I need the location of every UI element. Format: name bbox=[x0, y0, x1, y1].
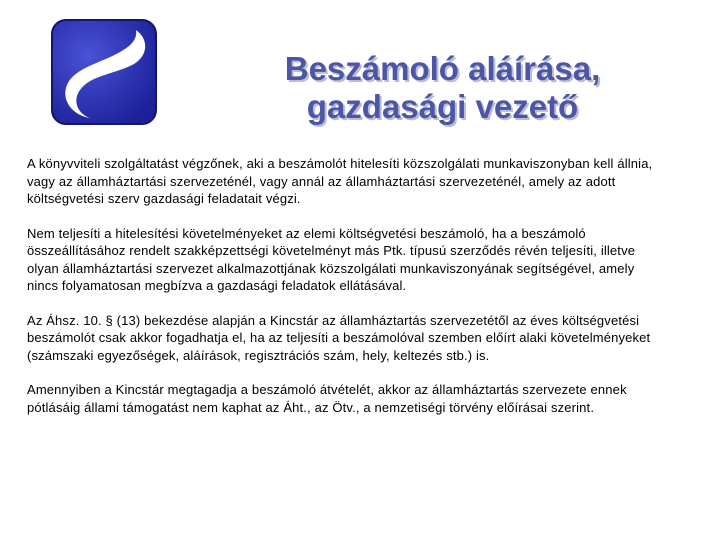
page-title-line-1: Beszámoló aláírása, bbox=[284, 50, 601, 87]
swoosh-logo-icon bbox=[50, 18, 158, 126]
paragraph-2: Nem teljesíti a hitelesítési követelményeket az elemi költségvetési beszámoló, ha a beszámoló összeállításához rendelt szakképzettségi követelményt más Ptk. típusú szerződés révén teljesíti, illetve olyan államháztartási szervezet alkalmazottjának közszolgálati munkaviszonyának segítségével, amely nincs folyamatosan megbízva a gazdasági feladatok ellátásával. bbox=[27, 225, 636, 293]
paragraph-4: Amennyiben a Kincstár megtagadja a beszámoló átvételét, akkor az államháztartás szervezete ennek pótlásáig állami támogatást nem kaphat az Áht., az Ötv., a nemzetiségi törvény előírásai szerint. bbox=[27, 382, 627, 415]
paragraph-1: A könyvviteli szolgáltatást végzőnek, aki a beszámolót hitelesíti közszolgálati munkaviszonyban kell állnia, vagy az államháztartási szervezeténél, vagy annál az államháztartási szervezeténél, amely az adott költségvetési szerv gazdasági feladatait végzi. bbox=[27, 156, 653, 206]
page-title bbox=[200, 50, 685, 126]
paragraph-3: Az Áhsz. 10. § (13) bekezdése alapján a Kincstár az államháztartás szervezetétől az éves költségvetési beszámolót csak akkor fogadhatja el, ha az teljesíti a beszámolóval szemben előírt alaki követelményeket (számszaki egyezőségek, aláírások, regisztrációs szám, hely, keltezés stb.) is. bbox=[27, 312, 651, 363]
body-text bbox=[27, 155, 667, 433]
page-title-line-2: gazdasági vezető bbox=[306, 88, 579, 125]
